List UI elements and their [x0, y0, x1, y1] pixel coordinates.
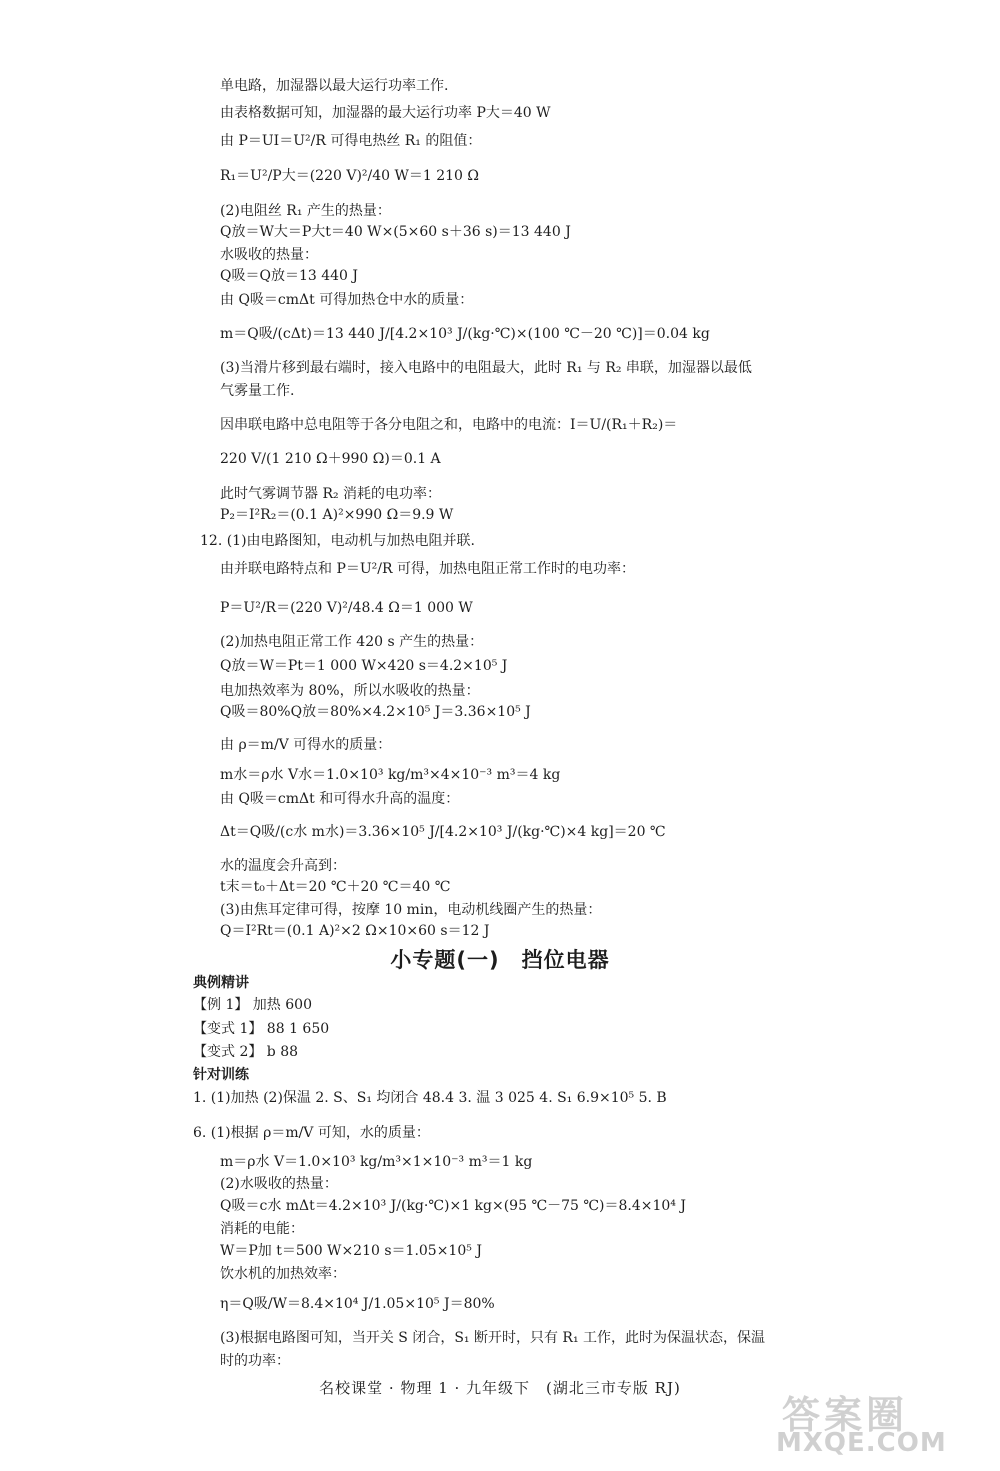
- answer-line: 由 Q吸＝cmΔt 和可得水升高的温度：: [220, 791, 460, 807]
- answer-line: 220 V/(1 210 Ω＋990 Ω)＝0.1 A: [220, 451, 441, 467]
- section-title: 小专题(一) 挡位电器: [390, 948, 610, 972]
- answer-line: t末＝t₀＋Δt＝20 ℃＋20 ℃＝40 ℃: [220, 879, 451, 895]
- watermark-main: 答案圈: [782, 1393, 909, 1437]
- answer-line: (3)由焦耳定律可得，按摩 10 min，电动机线圈产生的热量：: [220, 902, 602, 918]
- watermark-logo: [762, 1384, 974, 1464]
- answer-line: 12. (1)由电路图知，电动机与加热电阻并联.: [200, 533, 475, 549]
- answer-line: m＝Q吸/(cΔt)＝13 440 J/[4.2×10³ J/(kg·℃)×(100 ℃－20 ℃)]＝0.04 kg: [220, 326, 710, 342]
- answer-line: 饮水机的加热效率：: [220, 1266, 346, 1282]
- answer-line: 时的功率：: [220, 1353, 290, 1369]
- answer-line: 典例精讲: [193, 975, 249, 991]
- answer-line: m水＝ρ水 V水＝1.0×10³ kg/m³×4×10⁻³ m³＝4 kg: [220, 767, 561, 783]
- answer-line: Q吸＝80%Q放＝80%×4.2×10⁵ J＝3.36×10⁵ J: [220, 704, 531, 720]
- answer-line: Q放＝W大＝P大t＝40 W×(5×60 s＋36 s)＝13 440 J: [220, 224, 571, 240]
- answer-line: 单电路，加湿器以最大运行功率工作.: [220, 78, 449, 94]
- answer-line: W＝P加 t＝500 W×210 s＝1.05×10⁵ J: [220, 1243, 482, 1259]
- watermark-domain: MXQE.COM: [776, 1428, 947, 1458]
- answer-line: 由表格数据可知，加湿器的最大运行功率 P大＝40 W: [220, 105, 551, 121]
- answer-line: Q放＝W＝Pt＝1 000 W×420 s＝4.2×10⁵ J: [220, 658, 508, 674]
- answer-line: 气雾量工作.: [220, 383, 295, 399]
- answer-line: Q吸＝Q放＝13 440 J: [220, 268, 359, 284]
- answer-line: 由 Q吸＝cmΔt 可得加热仓中水的质量：: [220, 292, 474, 308]
- answer-line: Q＝I²Rt＝(0.1 A)²×2 Ω×10×60 s＝12 J: [220, 923, 490, 939]
- answer-line: m＝ρ水 V＝1.0×10³ kg/m³×1×10⁻³ m³＝1 kg: [220, 1154, 533, 1170]
- answer-line: 电加热效率为 80%，所以水吸收的热量：: [220, 683, 480, 699]
- answer-line: 水吸收的热量：: [220, 247, 318, 263]
- answer-line: 针对训练: [193, 1067, 249, 1083]
- answer-line: R₁＝U²/P大＝(220 V)²/40 W＝1 210 Ω: [220, 168, 480, 184]
- answer-line: 由 ρ＝m/V 可得水的质量：: [220, 737, 392, 753]
- answer-line: (3)当滑片移到最右端时，接入电路中的电阻最大，此时 R₁ 与 R₂ 串联，加湿器以最低: [220, 360, 752, 376]
- answer-line: η＝Q吸/W＝8.4×10⁴ J/1.05×10⁵ J＝80%: [220, 1296, 495, 1312]
- answer-line: 此时气雾调节器 R₂ 消耗的电功率：: [220, 486, 442, 502]
- answer-line: 由并联电路特点和 P＝U²/R 可得，加热电阻正常工作时的电功率：: [220, 561, 635, 577]
- answer-line: 1. (1)加热 (2)保温 2. S、S₁ 均闭合 48.4 3. 温 3 025 4. S₁ 6.9×10⁵ 5. B: [193, 1090, 667, 1106]
- answer-line: 消耗的电能：: [220, 1221, 304, 1237]
- answer-line: Q吸＝c水 mΔt＝4.2×10³ J/(kg·℃)×1 kg×(95 ℃－75 ℃)＝8.4×10⁴ J: [220, 1198, 686, 1214]
- answer-line: 由 P＝UI＝U²/R 可得电热丝 R₁ 的阻值：: [220, 133, 482, 149]
- answer-line: (2)电阻丝 R₁ 产生的热量：: [220, 203, 391, 219]
- answer-line: 水的温度会升高到：: [220, 858, 346, 874]
- answer-line: 6. (1)根据 ρ＝m/V 可知，水的质量：: [193, 1125, 430, 1141]
- answer-line: 【例 1】 加热 600: [193, 997, 312, 1013]
- answer-line: 【变式 2】 b 88: [193, 1044, 299, 1060]
- answer-line: P₂＝I²R₂＝(0.1 A)²×990 Ω＝9.9 W: [220, 507, 454, 523]
- answer-line: (2)加热电阻正常工作 420 s 产生的热量：: [220, 634, 484, 650]
- answer-line: 因串联电路中总电阻等于各分电阻之和，电路中的电流：I＝U/(R₁＋R₂)＝: [220, 417, 678, 433]
- answer-line: (2)水吸收的热量：: [220, 1176, 338, 1192]
- answer-line: Δt＝Q吸/(c水 m水)＝3.36×10⁵ J/[4.2×10³ J/(kg·℃)×4 kg]＝20 ℃: [220, 824, 666, 840]
- answer-line: P＝U²/R＝(220 V)²/48.4 Ω＝1 000 W: [220, 600, 473, 616]
- answer-line: 【变式 1】 88 1 650: [193, 1021, 330, 1037]
- answer-line: (3)根据电路图可知，当开关 S 闭合，S₁ 断开时，只有 R₁ 工作，此时为保温状态，保温: [220, 1330, 766, 1346]
- page-footer: 名校课堂 · 物理 1 · 九年级下 (湖北三市专版 RJ): [319, 1379, 681, 1397]
